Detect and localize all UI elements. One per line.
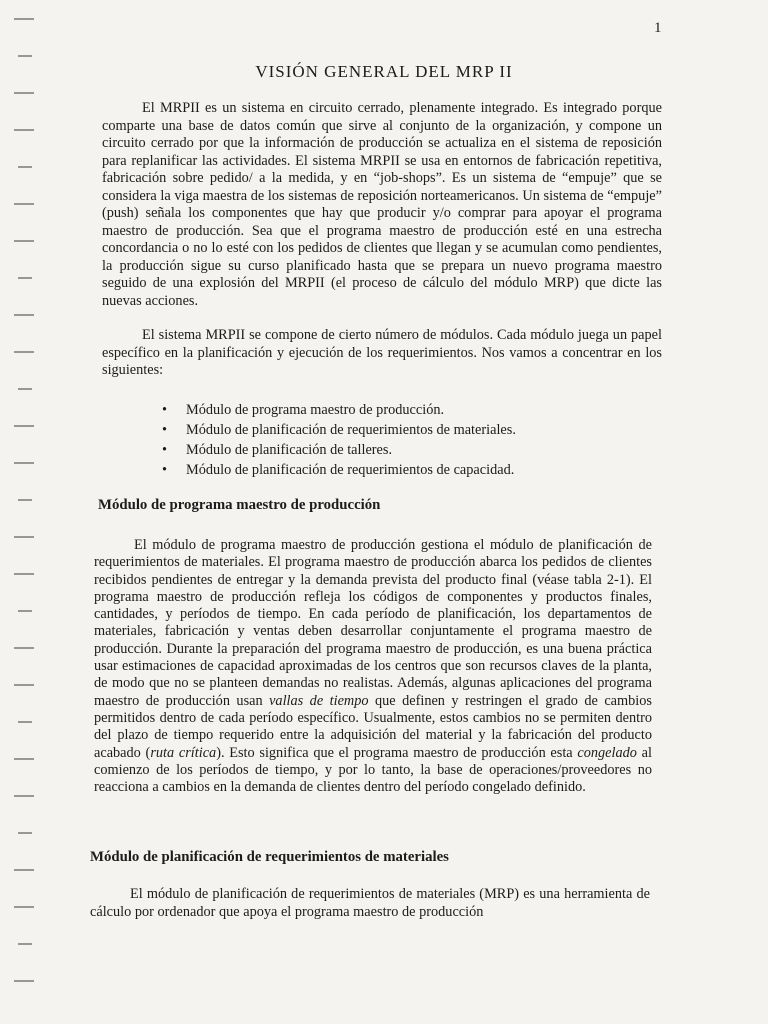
margin-mark — [14, 684, 34, 686]
margin-mark — [14, 129, 34, 131]
section1-paragraph: El módulo de programa maestro de producción gestiona el módulo de planificación de requerimientos de materiales. El programa maestro de producción abarca los pedidos de clientes recibidos pendientes de entregar y la demanda prevista del producto final (véase tabla 2-1). El programa maestro de producción refleja los códigos de componentes y productos finales, cantidades, y períodos de tiempo. En cada período de planificación, los departamentos de materiales, fabricación y ventas deben desarrollar conjuntamente el programa maestro de producción. Durante la preparación del programa maestro de producción, es una buena práctica usar estimaciones de capacidad aproximadas de los centros que son recursos claves de la planta, de modo que no se planteen demandas no realistas. Además, algunas aplicaciones del programa maestro de producción usan vallas de tiempo que definen y restringen el grado de cambios permitidos dentro de cada período específico. Usualmente, estos cambios no se permiten dentro del plazo de tiempo requerido entre la adquisición del material y la fabricación del producto acabado (ruta crítica). Esto significa que el programa maestro de producción esta congelado al comienzo de los períodos de tiempo, y por lo tanto, la base de operaciones/proveedores no reacciona a cambios en la demanda de clientes dentro del período congelado definido. — [94, 537, 652, 796]
intro-paragraph-1: El MRPII es un sistema en circuito cerrado, plenamente integrado. Es integrado porque comparte una base de datos común que sirve al conjunto de la organización, y compone un circuito cerrado por que la información de producción se actualiza en el sistema de reposición para replanificar las actividades. El sistema MRPII se usa en entornos de fabricación repetitiva, fabricación sobre pedido/ a la medida, y en “job-shops”. Es un sistema de “empuje” que se considera la viga maestra de los sistemas de reposición norteamericanos. Un sistema de “empuje” (push) señala los componentes que hay que producir y/o comprar para apoyar el programa maestro de producción. Sea que el programa maestro de producción esté en una estrecha concordancia o no lo esté con los pedidos de clientes que llegan y se acumulan como pendientes, la producción sigue su curso planificado hasta que se prepara un nuevo programa maestro seguido de una explosión del MRPII (el proceso de cálculo del módulo MRP) que dicte las nuevas acciones. — [102, 100, 662, 309]
margin-mark — [18, 832, 32, 834]
module-list — [160, 400, 560, 480]
list-item: • Módulo de planificación de requerimientos de capacidad. — [160, 460, 560, 480]
margin-mark — [18, 499, 32, 501]
margin-mark — [18, 721, 32, 723]
margin-mark — [14, 425, 34, 427]
margin-mark — [14, 869, 34, 871]
margin-mark — [14, 18, 34, 20]
intro-paragraph-2: El sistema MRPII se compone de cierto número de módulos. Cada módulo juega un papel específico en la planificación y ejecución de los requerimientos. Nos vamos a concentrar en los siguientes: — [102, 327, 662, 378]
emphasis-vallas: vallas de tiempo — [269, 692, 369, 709]
margin-mark — [14, 647, 34, 649]
list-item: • Módulo de planificación de requerimientos de materiales. — [160, 420, 560, 440]
margin-mark — [18, 55, 32, 57]
emphasis-congelado: congelado — [577, 744, 637, 761]
margin-mark — [14, 240, 34, 242]
list-item: • Módulo de planificación de talleres. — [160, 440, 560, 460]
margin-mark — [14, 351, 34, 353]
margin-mark — [14, 92, 34, 94]
margin-mark — [18, 166, 32, 168]
emphasis-ruta: ruta crítica — [150, 744, 217, 761]
margin-mark — [18, 388, 32, 390]
section-heading-master-schedule: Módulo de programa maestro de producción — [98, 497, 381, 513]
section-heading-mrp: Módulo de planificación de requerimientos de materiales — [90, 849, 449, 865]
margin-mark — [14, 203, 34, 205]
page-number: 1 — [654, 20, 662, 36]
margin-mark — [18, 277, 32, 279]
margin-mark — [14, 795, 34, 797]
margin-mark — [14, 462, 34, 464]
document-title: VISIÓN GENERAL DEL MRP II — [255, 62, 513, 81]
margin-mark — [14, 906, 34, 908]
margin-mark — [14, 573, 34, 575]
list-item: • Módulo de programa maestro de producción. — [160, 400, 560, 420]
section2-paragraph: El módulo de planificación de requerimientos de materiales (MRP) es una herramienta de cálculo por ordenador que apoya el programa maestro de producción — [90, 886, 650, 920]
margin-mark — [14, 758, 34, 760]
margin-mark — [14, 980, 34, 982]
margin-mark — [14, 536, 34, 538]
binder-margin-marks — [0, 0, 40, 1024]
margin-mark — [14, 314, 34, 316]
margin-mark — [18, 610, 32, 612]
margin-mark — [18, 943, 32, 945]
